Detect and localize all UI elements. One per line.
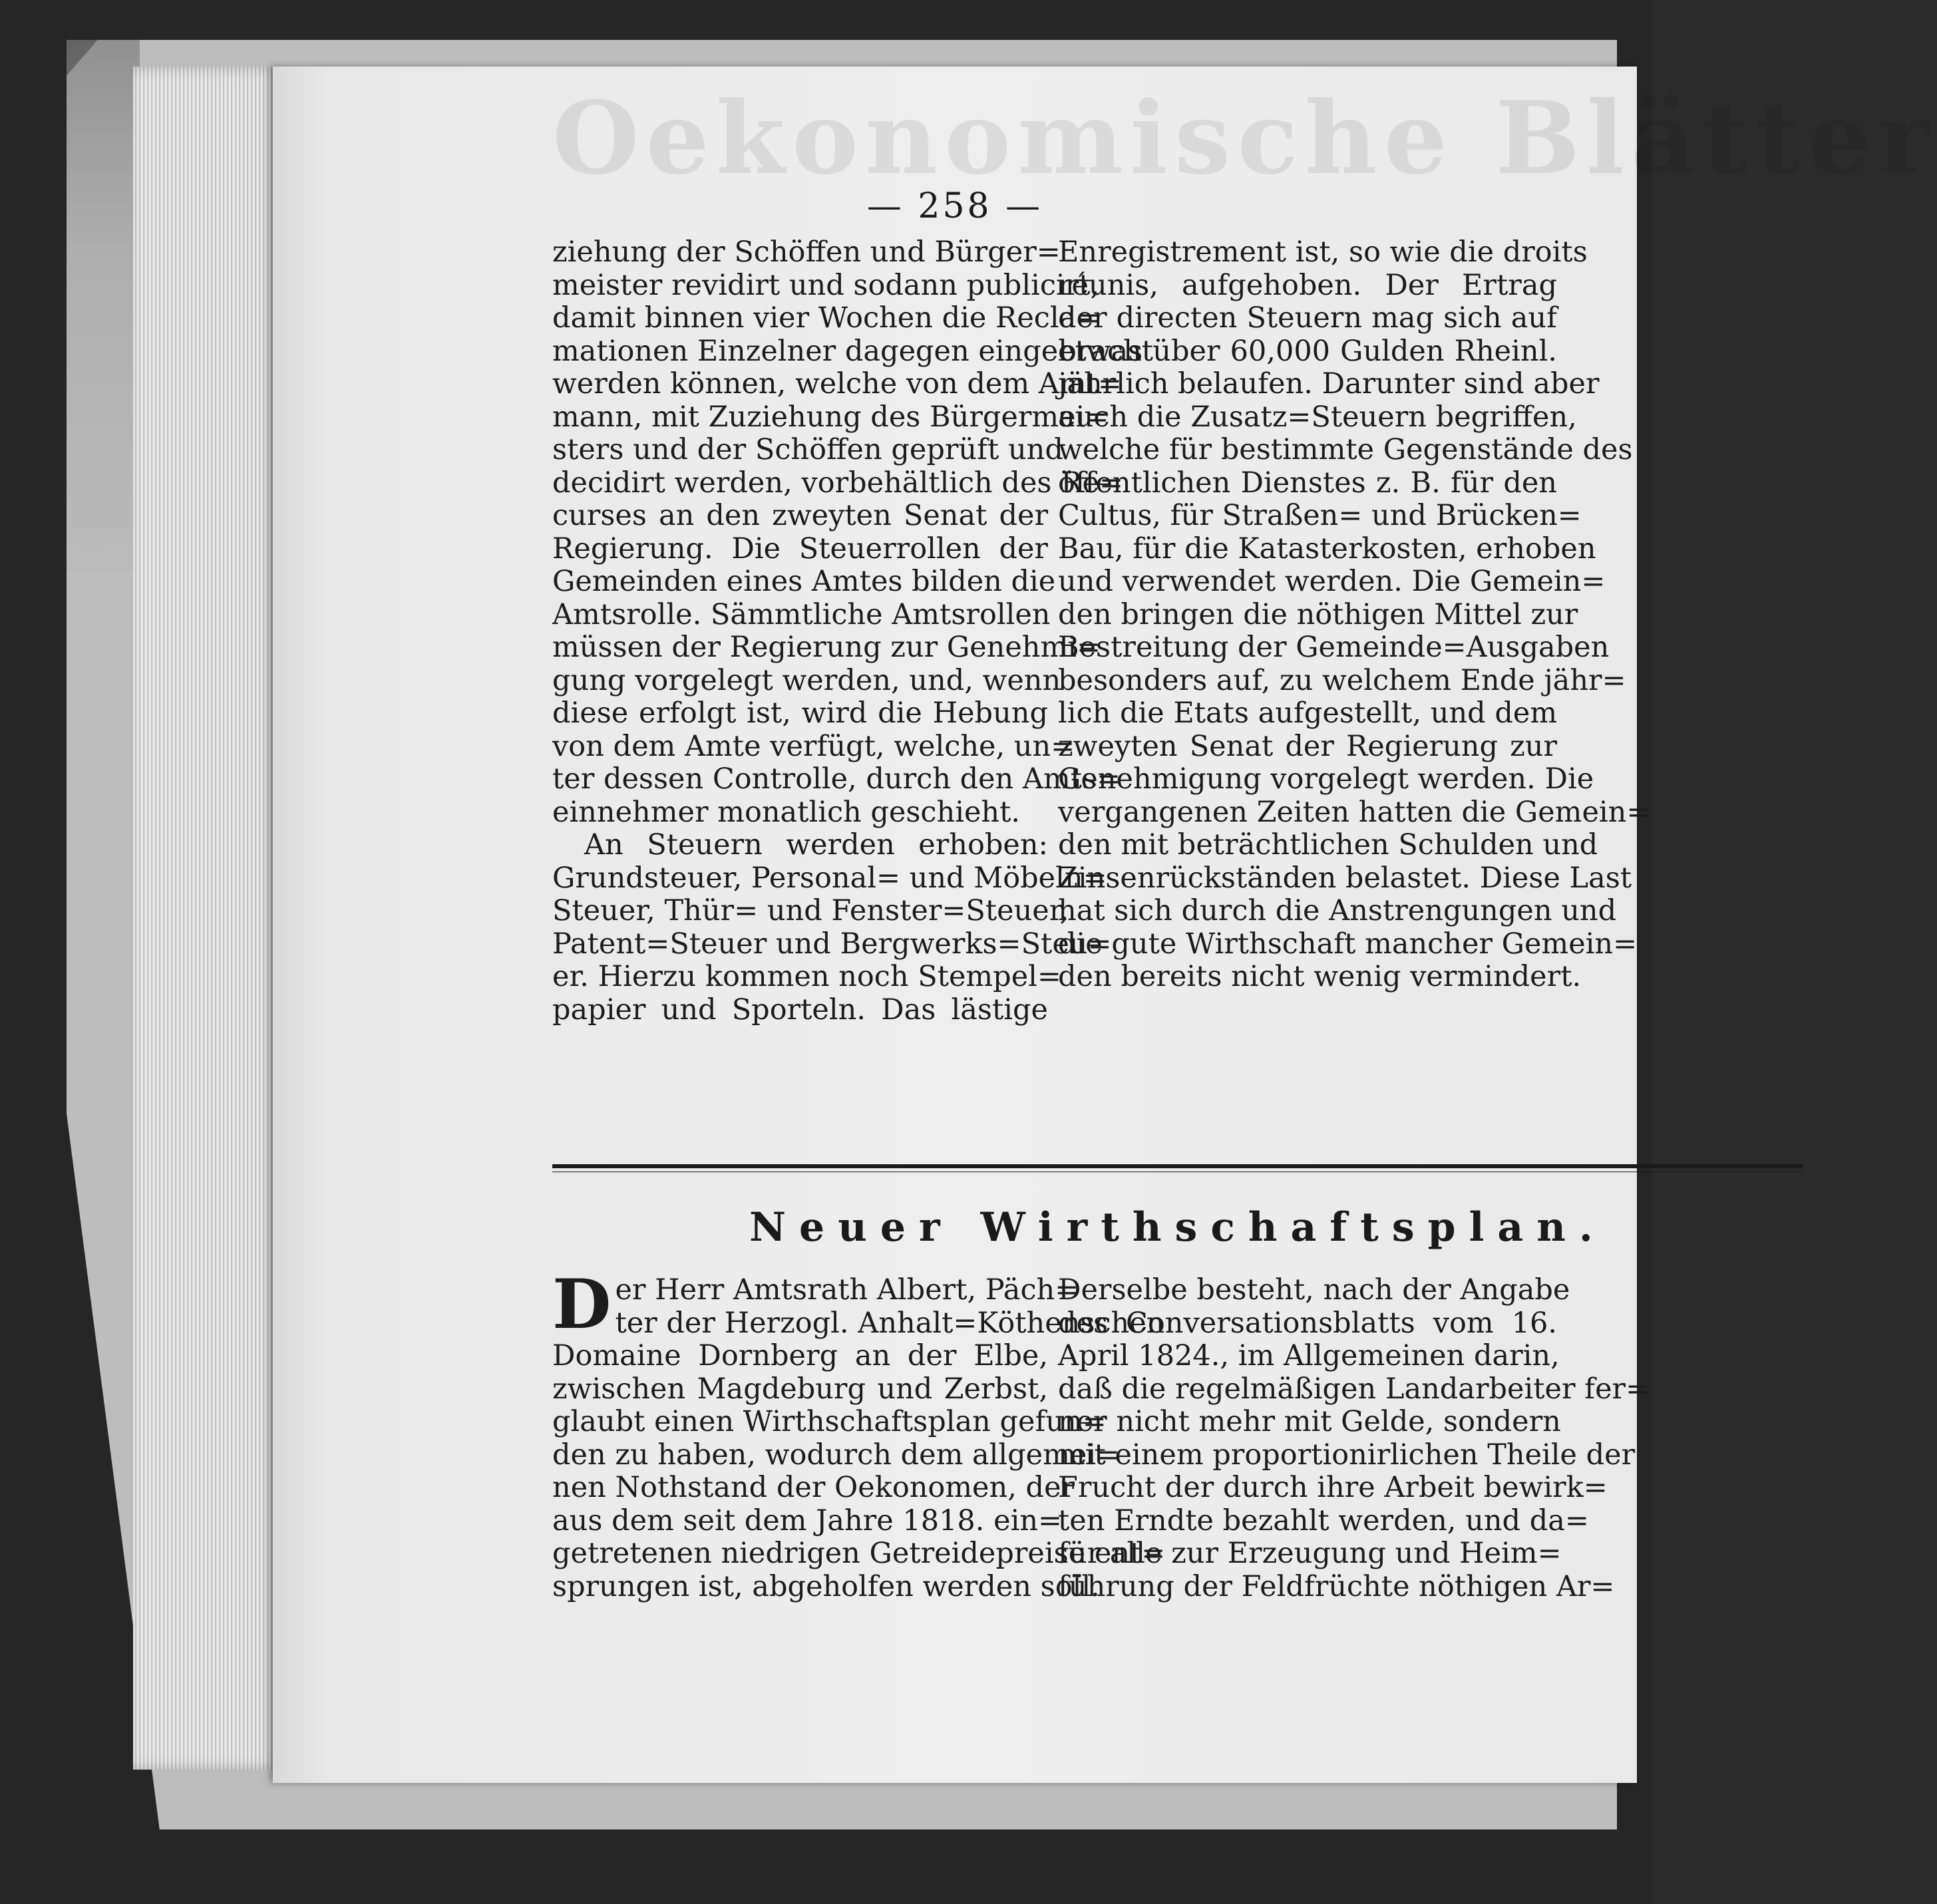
column-bottom-right: [1058, 1273, 1650, 1603]
text-line: sprungen ist, abgeholfen werden soll.: [552, 1569, 1100, 1603]
column-bottom-left: [552, 1265, 1166, 1603]
text-line: zweyten Senat der Regierung zur: [1058, 729, 1557, 763]
text-line: müssen der Regierung zur Genehmi=: [552, 631, 1101, 664]
text-line: welche für bestimmte Gegenstände des: [1058, 433, 1633, 466]
section-title: Neuer Wirthschaftsplan.: [749, 1204, 1606, 1251]
text-line: für alle zur Erzeugung und Heim=: [1058, 1537, 1562, 1570]
text-line: papier und Sporteln. Das lästige: [552, 993, 1048, 1027]
bleed-through-heading: Oekonomische Blätter: [552, 80, 1937, 197]
text-line: meister revidirt und sodann publicirt,: [552, 268, 1100, 302]
text-line: lich die Etats aufgestellt, und dem: [1058, 697, 1558, 730]
drop-cap: D: [552, 1265, 612, 1345]
text-line: etwas über 60,000 Gulden Rheinl.: [1058, 334, 1557, 368]
page-number: — 258 —: [866, 186, 1043, 226]
text-line: den mit beträchtlichen Schulden und: [1058, 828, 1598, 862]
text-line: den bringen die nöthigen Mittel zur: [1058, 597, 1578, 631]
text-line: führung der Feldfrüchte nöthigen Ar=: [1058, 1569, 1615, 1603]
text-line: daß die regelmäßigen Landarbeiter fer=: [1058, 1372, 1650, 1406]
text-line: damit binnen vier Wochen die Recla=: [552, 301, 1101, 335]
spine-edge: [67, 40, 140, 572]
text-line: diese erfolgt ist, wird die Hebung: [552, 697, 1048, 730]
text-line: aus dem seit dem Jahre 1818. ein=: [552, 1504, 1063, 1537]
text-line: hat sich durch die Anstrengungen und: [1058, 894, 1617, 927]
text-line: einnehmer monatlich geschieht.: [552, 795, 1021, 829]
text-line: decidirt werden, vorbehältlich des Re=: [552, 466, 1123, 500]
text-line: ten Erndte bezahlt werden, und da=: [1058, 1504, 1589, 1537]
text-line: curses an den zweyten Senat der: [552, 499, 1048, 532]
text-line: Enregistrement ist, so wie die droits: [1058, 236, 1588, 269]
text-line: öffentlichen Dienstes z. B. für den: [1058, 466, 1557, 500]
text-line: sters und der Schöffen geprüft und: [552, 433, 1063, 466]
text-line: besonders auf, zu welchem Ende jähr=: [1058, 663, 1626, 697]
text-line: Steuer, Thür= und Fenster=Steuer,: [552, 894, 1069, 927]
text-line: den bereits nicht wenig vermindert.: [1058, 960, 1582, 993]
text-line: Cultus, für Straßen= und Brücken=: [1058, 499, 1582, 532]
section-divider: [552, 1164, 1803, 1168]
page-edges: [133, 67, 279, 1770]
text-line: jährlich belaufen. Darunter sind aber: [1058, 367, 1600, 400]
text-line: auch die Zusatz=Steuern begriffen,: [1058, 400, 1577, 434]
text-line: Regierung. Die Steuerrollen der: [552, 532, 1048, 565]
text-line: und verwendet werden. Die Gemein=: [1058, 565, 1606, 598]
text-line: die gute Wirthschaft mancher Gemein=: [1058, 927, 1638, 961]
text-line: Patent=Steuer und Bergwerks=Steu=: [552, 927, 1112, 961]
column-top-left: [552, 236, 1153, 1027]
text-line: getretenen niedrigen Getreidepreise ent=: [552, 1537, 1166, 1570]
text-line: Domaine Dornberg an der Elbe,: [552, 1339, 1048, 1372]
text-line: réunis, aufgehoben. Der Ertrag: [1058, 268, 1557, 302]
book-page: [273, 67, 1937, 1783]
text-line: Bestreitung der Gemeinde=Ausgaben: [1058, 631, 1610, 664]
text-line: nen Nothstand der Oekonomen, der: [552, 1471, 1075, 1504]
text-line: zwischen Magdeburg und Zerbst,: [552, 1372, 1048, 1406]
text-line: des Conversationsblatts vom 16.: [1058, 1306, 1557, 1340]
text-line: Amtsrolle. Sämmtliche Amtsrollen: [552, 597, 1051, 631]
text-line: er. Hierzu kommen noch Stempel=: [552, 960, 1061, 993]
text-line: mit einem proportionirlichen Theile der: [1058, 1438, 1636, 1472]
text-line: Bau, für die Katasterkosten, erhoben: [1058, 532, 1596, 565]
text-line: glaubt einen Wirthschaftsplan gefun=: [552, 1405, 1107, 1438]
text-line: Frucht der durch ihre Arbeit bewirk=: [1058, 1471, 1608, 1504]
text-line: ziehung der Schöffen und Bürger=: [552, 236, 1061, 269]
text-line: werden können, welche von dem Amt=: [552, 367, 1122, 400]
text-line: der directen Steuern mag sich auf: [1058, 301, 1557, 335]
text-line: Genehmigung vorgelegt werden. Die: [1058, 762, 1594, 796]
text-line: April 1824., im Allgemeinen darin,: [1058, 1339, 1560, 1372]
text-line: gung vorgelegt werden, und, wenn: [552, 663, 1061, 697]
text-line: Zinsenrückständen belastet. Diese Last: [1058, 861, 1632, 895]
column-top-right: [1058, 236, 1651, 994]
text-line: Grundsteuer, Personal= und Möbeln=: [552, 861, 1107, 895]
text-line: An Steuern werden erhoben:: [584, 828, 1048, 862]
text-line: Gemeinden eines Amtes bilden die: [552, 565, 1056, 598]
text-line: ter dessen Controlle, durch den Amts=: [552, 762, 1121, 796]
text-line: Derselbe besteht, nach der Angabe: [1058, 1273, 1570, 1307]
text-line: den zu haben, wodurch dem allgemei=: [552, 1438, 1121, 1472]
text-line: von dem Amte verfügt, welche, un=: [552, 729, 1075, 763]
text-line: vergangenen Zeiten hatten die Gemein=: [1058, 795, 1651, 829]
text-line: ner nicht mehr mit Gelde, sondern: [1058, 1405, 1561, 1438]
text-line: mann, mit Zuziehung des Bürgermei=: [552, 400, 1109, 434]
text-line: er Herr Amtsrath Albert, Päch=: [615, 1273, 1079, 1307]
text-line: mationen Einzelner dagegen eingebracht: [552, 334, 1153, 368]
text-line: ter der Herzogl. Anhalt=Köthenschen: [615, 1306, 1165, 1340]
